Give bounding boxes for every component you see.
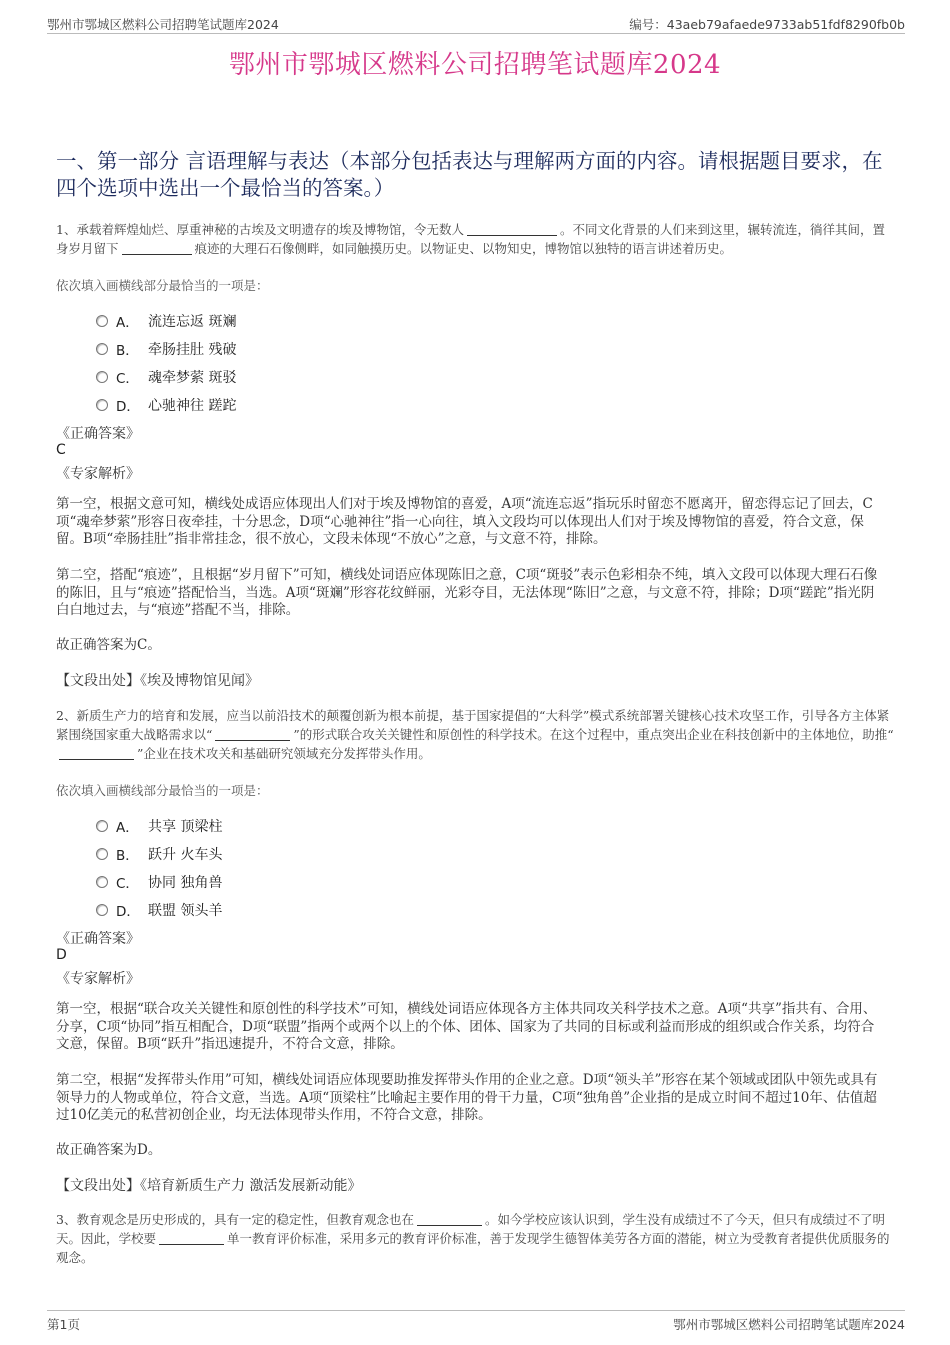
question-1-answer-label: 《正确答案》 xyxy=(56,426,140,442)
radio-icon[interactable] xyxy=(96,315,108,327)
blank-line xyxy=(467,222,557,236)
radio-icon[interactable] xyxy=(96,371,108,383)
question-1-conclusion: 故正确答案为C。 xyxy=(56,637,161,653)
question-1-stem-part3: 痕迹的大理石石像侧畔，如同触摸历史。以物证史、以物知史，博物馆以独特的语言讲述着历史。 xyxy=(194,241,733,256)
question-2-instruction: 依次填入画横线部分最恰当的一项是： xyxy=(56,783,269,798)
question-3-stem xyxy=(56,1210,896,1267)
option-key: C． xyxy=(116,371,139,387)
radio-icon[interactable] xyxy=(96,820,108,832)
question-2-stem-part3: ”企业在技术攻关和基础研究领域充分发挥带头作用。 xyxy=(137,746,431,761)
question-1-stem xyxy=(56,220,896,258)
footer-title: 鄂州市鄂城区燃料公司招聘笔试题库2024 xyxy=(673,1317,905,1332)
option-text: 跃升 火车头 xyxy=(148,847,223,863)
question-1-stem-part1: 1、承载着辉煌灿烂、厚重神秘的古埃及文明遗存的埃及博物馆，令无数人 xyxy=(56,222,464,237)
option-key: A． xyxy=(116,820,139,836)
question-1-source: 【文段出处】《埃及博物馆见闻》 xyxy=(56,673,259,689)
question-2-stem-part2: ”的形式联合攻关关键性和原创性的科学技术。在这个过程中，重点突出企业在科技创新中的主体地位，助推“ xyxy=(293,727,894,742)
question-2-stem-part1: 2、新质生产力的培育和发展，应当以前沿技术的颠覆创新为根本前提，基于国家提倡的“大科学”模式系统部署关键核心技术攻坚工作，引导各方主体紧紧围绕国家重大战略需求以“ xyxy=(56,708,890,742)
option-text: 流连忘返 斑斓 xyxy=(148,314,237,330)
question-1-analysis-label: 《专家解析》 xyxy=(56,466,140,482)
radio-icon[interactable] xyxy=(96,876,108,888)
header-doc-id: 编号：43aeb79afaede9733ab51fdf8290fb0b xyxy=(629,17,905,32)
option-key: C． xyxy=(116,876,139,892)
section-title: 一、第一部分 言语理解与表达（本部分包括表达与理解两方面的内容。请根据题目要求，在四个选项中选出一个最恰当的答案。） xyxy=(56,149,883,200)
option-text: 牵肠挂肚 残破 xyxy=(148,342,237,358)
radio-icon[interactable] xyxy=(96,399,108,411)
question-2-analysis-paragraph-1: 第一空，根据“联合攻关关键性和原创性的科学技术”可知，横线处词语应体现各方主体共同攻关科学技术之意。A项“共享”指共有、合用、分享，C项“协同”指互相配合，D项“联盟”指两个或两个以上的个体、团体、国家为了共同的目标或利益而形成的组织或合作关系，均符合文意，保留。B项“跃升”指迅速提升，不符合文意，排除。 xyxy=(56,1001,877,1052)
question-1-instruction: 依次填入画横线部分最恰当的一项是： xyxy=(56,278,269,293)
radio-icon[interactable] xyxy=(96,848,108,860)
option-key: B． xyxy=(116,343,139,359)
question-2-source: 【文段出处】《培育新质生产力 激活发展新动能》 xyxy=(56,1178,362,1194)
question-1-analysis-paragraph-2: 第二空，搭配“痕迹”，且根据“岁月留下”可知，横线处词语应体现陈旧之意，C项“斑驳”表示色彩相杂不纯，填入文段可以体现大理石石像的陈旧，且与“痕迹”搭配恰当，当选。A项“斑斓”形容花纹鲜丽，光彩夺目，无法体现“陈旧”之意，与文意不符，排除；D项“蹉跎”指光阴白白地过去，与“痕迹”搭配不当，排除。 xyxy=(56,567,878,618)
page-number: 第1页 xyxy=(47,1317,80,1332)
question-3-stem-part2: 。如今学校应该认识到，学生没有成绩过不了今天，但只有成绩过不了明天。因此，学校要 xyxy=(56,1212,885,1246)
option-key: D． xyxy=(116,399,140,415)
page-header xyxy=(47,13,905,34)
question-2-stem xyxy=(56,706,896,763)
blank-line xyxy=(417,1212,482,1226)
blank-line xyxy=(59,746,134,760)
blank-line xyxy=(215,727,290,741)
option-text: 魂牵梦萦 斑驳 xyxy=(148,370,237,386)
question-1-answer: C xyxy=(56,442,66,458)
blank-line xyxy=(159,1231,224,1245)
question-3-stem-part3: 单一教育评价标准，采用多元的教育评价标准，善于发现学生德智体美劳各方面的潜能，树立为受教育者提供优质服务的观念。 xyxy=(56,1231,890,1265)
question-2-analysis-label: 《专家解析》 xyxy=(56,971,140,987)
option-text: 共享 顶梁柱 xyxy=(148,819,223,835)
option-text: 心驰神往 蹉跎 xyxy=(148,398,237,414)
question-2-answer: D xyxy=(56,947,67,963)
question-1-analysis-paragraph-1: 第一空，根据文意可知，横线处成语应体现出人们对于埃及博物馆的喜爱，A项“流连忘返”指玩乐时留恋不愿离开，留恋得忘记了回去，C项“魂牵梦萦”形容日夜牵挂，十分思念，D项“心驰神往”指一心向往，填入文段均可以体现出人们对于埃及博物馆的喜爱，符合文意，保留。B项“牵肠挂肚”指非常挂念，很不放心，文段未体现“不放心”之意，与文意不符，排除。 xyxy=(56,496,873,547)
option-text: 联盟 领头羊 xyxy=(148,903,223,919)
blank-line xyxy=(122,241,192,255)
question-2-analysis-paragraph-2: 第二空，根据“发挥带头作用”可知，横线处词语应体现要助推发挥带头作用的企业之意。D项“领头羊”形容在某个领域或团队中领先或具有领导力的人物或单位，符合文意，当选。A项“顶梁柱”比喻起主要作用的骨干力量，C项“独角兽”企业指的是成立时间不超过10年、估值超过10亿美元的私营初创企业，均无法体现带头作用，不符合文意，排除。 xyxy=(56,1072,878,1123)
header-left-title: 鄂州市鄂城区燃料公司招聘笔试题库2024 xyxy=(47,17,279,32)
radio-icon[interactable] xyxy=(96,904,108,916)
option-key: A． xyxy=(116,315,139,331)
question-3-stem-part1: 3、教育观念是历史形成的，具有一定的稳定性，但教育观念也在 xyxy=(56,1212,414,1227)
radio-icon[interactable] xyxy=(96,343,108,355)
page-footer xyxy=(47,1310,905,1332)
document-title: 鄂州市鄂城区燃料公司招聘笔试题库2024 xyxy=(228,50,722,80)
question-2-answer-label: 《正确答案》 xyxy=(56,931,140,947)
question-1-stem-part2: 。不同文化背景的人们来到这里，辗转流连，徜徉其间，置身岁月留下 xyxy=(56,222,885,256)
question-2-conclusion: 故正确答案为D。 xyxy=(56,1142,162,1158)
option-key: D． xyxy=(116,904,140,920)
option-text: 协同 独角兽 xyxy=(148,875,223,891)
option-key: B． xyxy=(116,848,139,864)
